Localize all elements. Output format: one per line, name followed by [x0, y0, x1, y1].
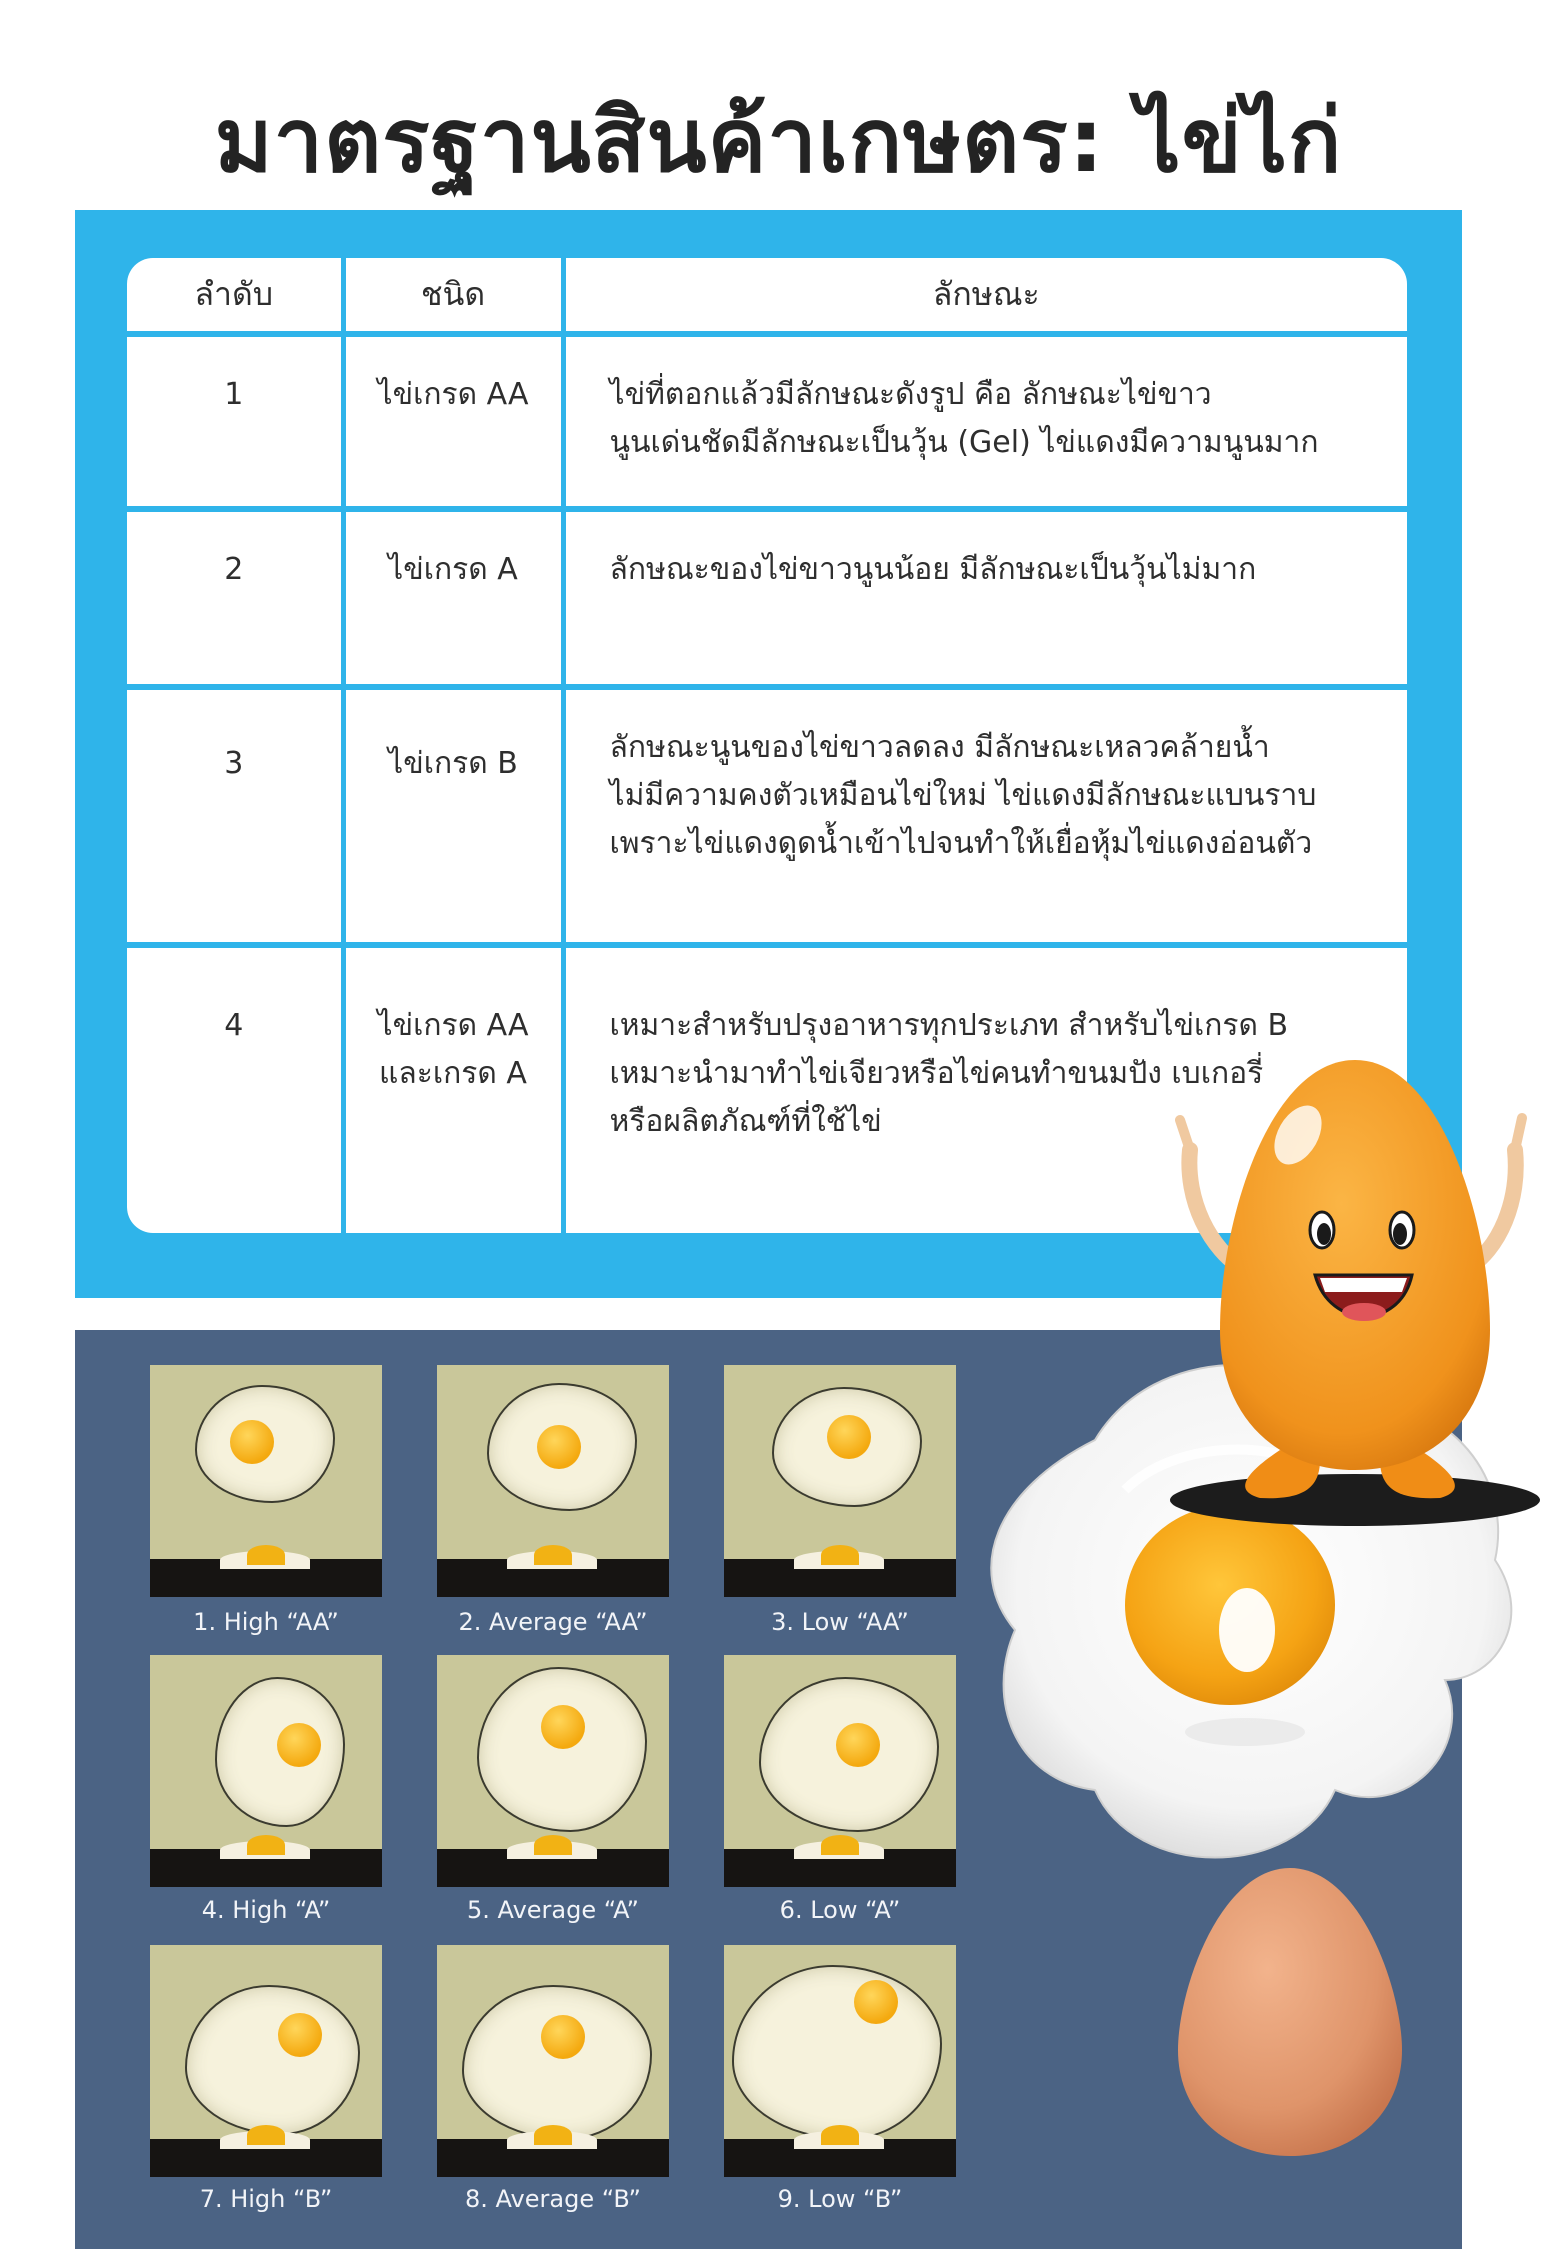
photo-caption: 3. Low “AA” — [771, 1608, 909, 1636]
header-type: ชนิด — [343, 258, 563, 334]
row-description-line: เหมาะสำหรับปรุงอาหารทุกประเภท สำหรับไข่เกรด B — [609, 1008, 1289, 1043]
row-type-line: ไข่เกรด B — [388, 746, 518, 781]
row-description — [563, 509, 1407, 687]
egg-photo-high-b — [150, 1945, 382, 2177]
row-number: 2 — [127, 509, 343, 687]
egg-photo-average-a — [437, 1655, 669, 1887]
egg-photo-low-a — [724, 1655, 956, 1887]
photo-caption: 5. Average “A” — [467, 1896, 639, 1924]
row-description — [563, 687, 1407, 945]
row-type — [343, 509, 563, 687]
row-type — [343, 687, 563, 945]
table-header-row — [127, 258, 1407, 334]
row-type-line: ไข่เกรด A — [388, 552, 518, 587]
egg-mascot-illustration — [1150, 1030, 1550, 1530]
egg-photo-average-aa — [437, 1365, 669, 1597]
table-row — [127, 509, 1407, 687]
photo-caption: 7. High “B” — [199, 2185, 333, 2213]
row-type-line: ไข่เกรด AA — [377, 1008, 529, 1043]
row-description-line: หรือผลิตภัณฑ์ที่ใช้ไข่ — [609, 1104, 882, 1139]
row-description-line: ไข่ที่ตอกแล้วมีลักษณะดังรูป คือ ลักษณะไข่ขาว — [609, 377, 1212, 412]
row-number: 1 — [127, 334, 343, 509]
brown-egg-illustration — [1170, 1860, 1410, 2160]
row-type-line: ไข่เกรด AA — [377, 377, 529, 412]
photo-caption: 9. Low “B” — [777, 2185, 903, 2213]
row-number: 3 — [127, 687, 343, 945]
row-description-line: นูนเด่นชัดมีลักษณะเป็นวุ้น (Gel) ไข่แดงมีความนูนมาก — [609, 425, 1319, 460]
row-description — [563, 334, 1407, 509]
egg-photo-low-b — [724, 1945, 956, 2177]
egg-photo-low-aa — [724, 1365, 956, 1597]
row-description-line: เหมาะนำมาทำไข่เจียวหรือไข่คนทำขนมปัง เบเกอรี่ — [609, 1056, 1264, 1091]
row-description-line: ลักษณะนูนของไข่ขาวลดลง มีลักษณะเหลวคล้ายน้ำ — [609, 730, 1270, 765]
photo-caption: 6. Low “A” — [779, 1896, 901, 1924]
row-type — [343, 334, 563, 509]
egg-photo-average-b — [437, 1945, 669, 2177]
egg-photo-high-a — [150, 1655, 382, 1887]
row-type — [343, 945, 563, 1233]
photo-caption: 8. Average “B” — [465, 2185, 641, 2213]
egg-photo-high-aa — [150, 1365, 382, 1597]
header-description: ลักษณะ — [563, 258, 1407, 334]
table-row — [127, 334, 1407, 509]
photo-caption: 1. High “AA” — [193, 1608, 339, 1636]
row-number: 4 — [127, 945, 343, 1233]
photo-caption: 2. Average “AA” — [458, 1608, 648, 1636]
table-row — [127, 687, 1407, 945]
row-description-line: ลักษณะของไข่ขาวนูนน้อย มีลักษณะเป็นวุ้นไม่มาก — [609, 552, 1257, 587]
page-title: มาตรฐานสินค้าเกษตร: ไข่ไก่ — [214, 89, 1343, 192]
header-order: ลำดับ — [127, 258, 343, 334]
row-description-line: ไม่มีความคงตัวเหมือนไข่ใหม่ ไข่แดงมีลักษณะแบนราบ — [609, 778, 1317, 813]
row-type-line: และเกรด A — [379, 1056, 527, 1091]
photo-caption: 4. High “A” — [201, 1896, 331, 1924]
row-description-line: เพราะไข่แดงดูดน้ำเข้าไปจนทำให้เยื่อหุ้มไข่แดงอ่อนตัว — [609, 826, 1313, 861]
